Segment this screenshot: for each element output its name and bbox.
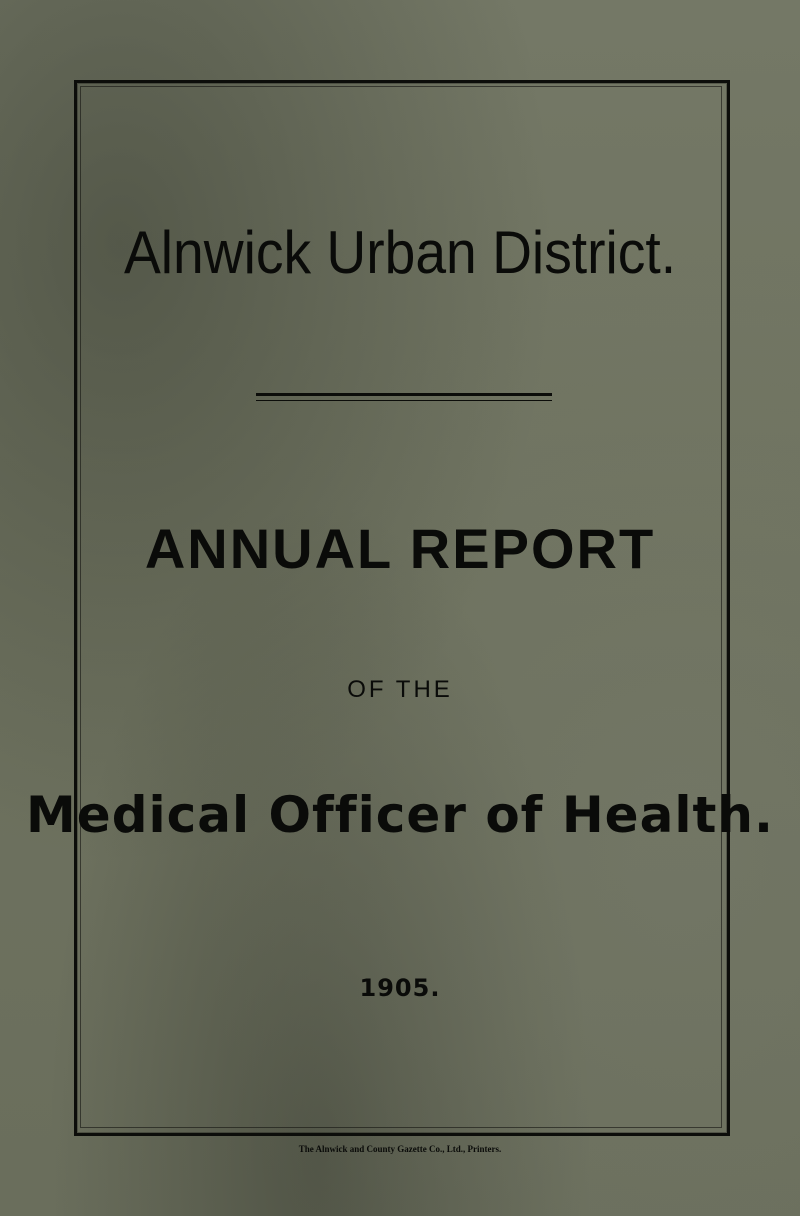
- printer-imprint: The Alnwick and County Gazette Co., Ltd., Printers.: [298, 1144, 502, 1154]
- divider-rule: [256, 393, 552, 396]
- divider-rule-thin: [256, 400, 552, 401]
- district-title: Alnwick Urban District.: [123, 219, 677, 286]
- officer-subtitle: Medical Officer of Health.: [26, 786, 774, 844]
- report-year: 1905.: [359, 974, 441, 1002]
- connector-text: OF THE: [347, 676, 453, 703]
- report-heading: ANNUAL REPORT: [144, 517, 656, 580]
